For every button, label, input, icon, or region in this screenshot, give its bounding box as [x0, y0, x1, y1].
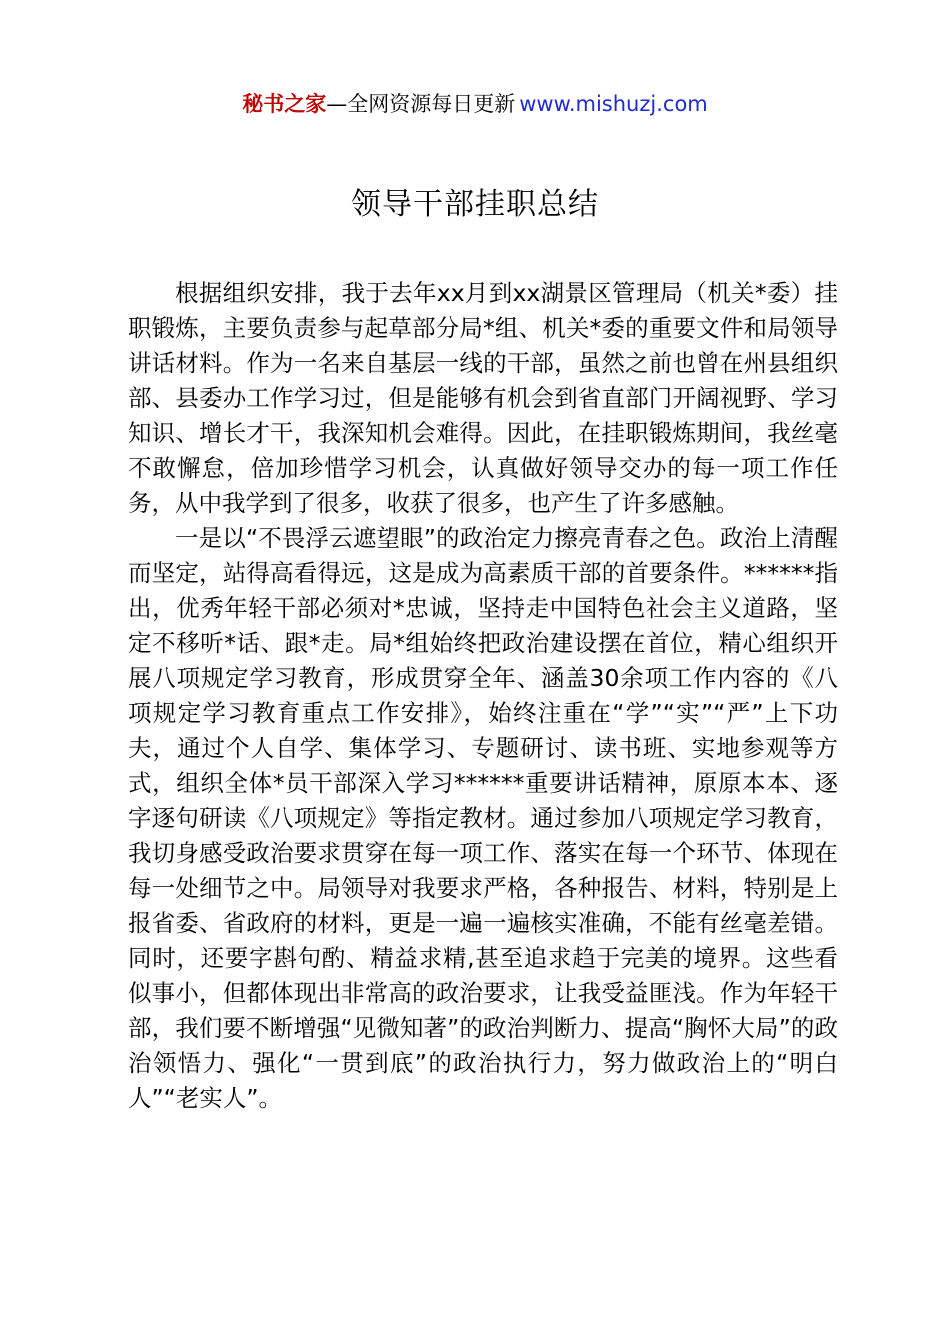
- paragraph-political: 一是以“不畏浮云遮望眼”的政治定力擦亮青春之色。政治上清醒而坚定，站得高看得远，这是成为高素质干部的首要条件。******指出，优秀年轻干部必须对*忠诚，坚持走中国特色社会主义道路，坚定不移听*话、跟*走。局*组始终把政治建设摆在首位，精心组织开展八项规定学习教育，形成贯穿全年、涵盖30余项工作内容的《八项规定学习教育重点工作安排》，始终注重在“学”“实”“严”上下功夫，通过个人自学、集体学习、专题研讨、读书班、实地参观等方式，组织全体*员干部深入学习******重要讲话精神，原原本本、逐字逐句研读《八项规定》等指定教材。通过参加八项规定学习教育，我切身感受政治要求贯穿在每一项工作、落实在每一个环节、体现在每一处细节之中。局领导对我要求严格，各种报告、材料，特别是上报省委、省政府的材料，更是一遍一遍核实准确，不能有丝毫差错。同时，还要字斟句酌、精益求精,甚至追求趋于完美的境界。这些看似事小，但都体现出非常高的政治要求，让我受益匪浅。作为年轻干部，我们要不断增强“见微知著”的政治判断力、提高“胸怀大局”的政治领悟力、强化“一贯到底”的政治执行力，努力做政治上的“明白人”“老实人”。: [128, 524, 838, 1112]
- document-body: [128, 276, 838, 1116]
- site-url-link[interactable]: www.mishuzj.com: [519, 92, 708, 116]
- document-title: 领导干部挂职总结: [351, 187, 599, 222]
- header-tagline: —全网资源每日更新: [326, 92, 516, 116]
- paragraph-intro: 根据组织安排，我于去年xx月到xx湖景区管理局（机关*委）挂职锻炼，主要负责参与起草部分局*组、机关*委的重要文件和局领导讲话材料。作为一名来自基层一线的干部，虽然之前也曾在州县组织部、县委办工作学习过，但是能够有机会到省直部门开阔视野、学习知识、增长才干，我深知机会难得。因此，在挂职锻炼期间，我丝毫不敢懈怠，倍加珍惜学习机会，认真做好领导交办的每一项工作任务，从中我学到了很多，收获了很多，也产生了许多感触。: [128, 279, 838, 517]
- site-header: [0, 86, 950, 122]
- brand-name: 秘书之家: [242, 92, 327, 116]
